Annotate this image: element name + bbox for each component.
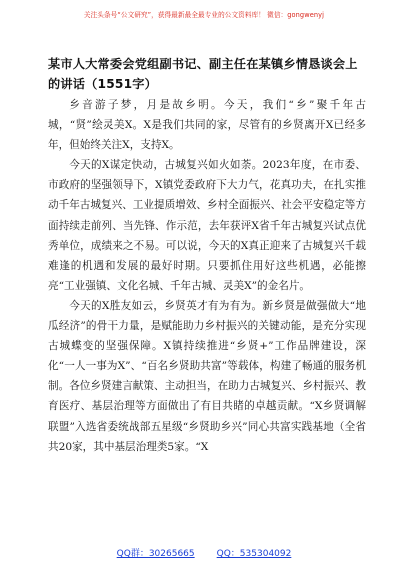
qq-group-link[interactable]: QQ群：30265665	[116, 549, 195, 559]
paragraph-3: 今天的X胜友如云，乡贤英才有为有为。新乡贤是做强做大“地瓜经济”的骨干力量，是赋能助力乡村振兴的关键动能，是充分实现古城蝶变的坚强保障。X镇持续推进“乡贤+”工作品牌建设，深化“一人一事为X”、“百名乡贤助共富”等载体，构建了畅通的服务机制。各位乡贤建言献策、主动担当，在助力古城复兴、乡村振兴、教育医疗、基层治理等方面做出了有目共睹的卓越贡献。“X乡贤调解联盟”入选省委统战部五星级“乡贤助乡兴”同心共富实践基地（全省共20家，其中基层治理类5家。“X	[48, 299, 366, 453]
paragraph-2: 今天的X谋定快动，古城复兴如火如荼。2023年度，在市委、市政府的坚强领导下，X镇党委政府下大力气，花真功夫，在扎实推动千年古城复兴、工业提质增效、乡村全面振兴、社会平安稳定等方面持续走前列、当先锋、作示范，去年获评X省千年古城复兴试点优秀单位，成绩来之不易。可以说，今天的X真正迎来了古城复兴千载难逢的机遇和发展的最好时期。只要抓住用好这些机遇，必能擦亮“工业强镇、文化名城、千年古城、灵美X”的金名片。	[48, 159, 366, 292]
qq-contact-link[interactable]: QQ：535304092	[216, 549, 292, 559]
document-title: 某市人大常委会党组副书记、副主任在某镇乡情恳谈会上的讲话（1551字）	[48, 57, 358, 91]
footer-contact	[0, 546, 408, 559]
document-body	[48, 95, 366, 457]
paragraph-1: 乡音游子梦，月是故乡明。今天，我们“乡”聚千年古城，“贤”绘灵美X。X是我们共同的家，尽管有的乡贤离开X已经多年，但始终关注X，支持X。	[48, 99, 366, 152]
header-banner: 关注头条号“公文研究”，获得最新最全最专业的公文资料库！ 微信：gongwenyj	[83, 11, 325, 19]
